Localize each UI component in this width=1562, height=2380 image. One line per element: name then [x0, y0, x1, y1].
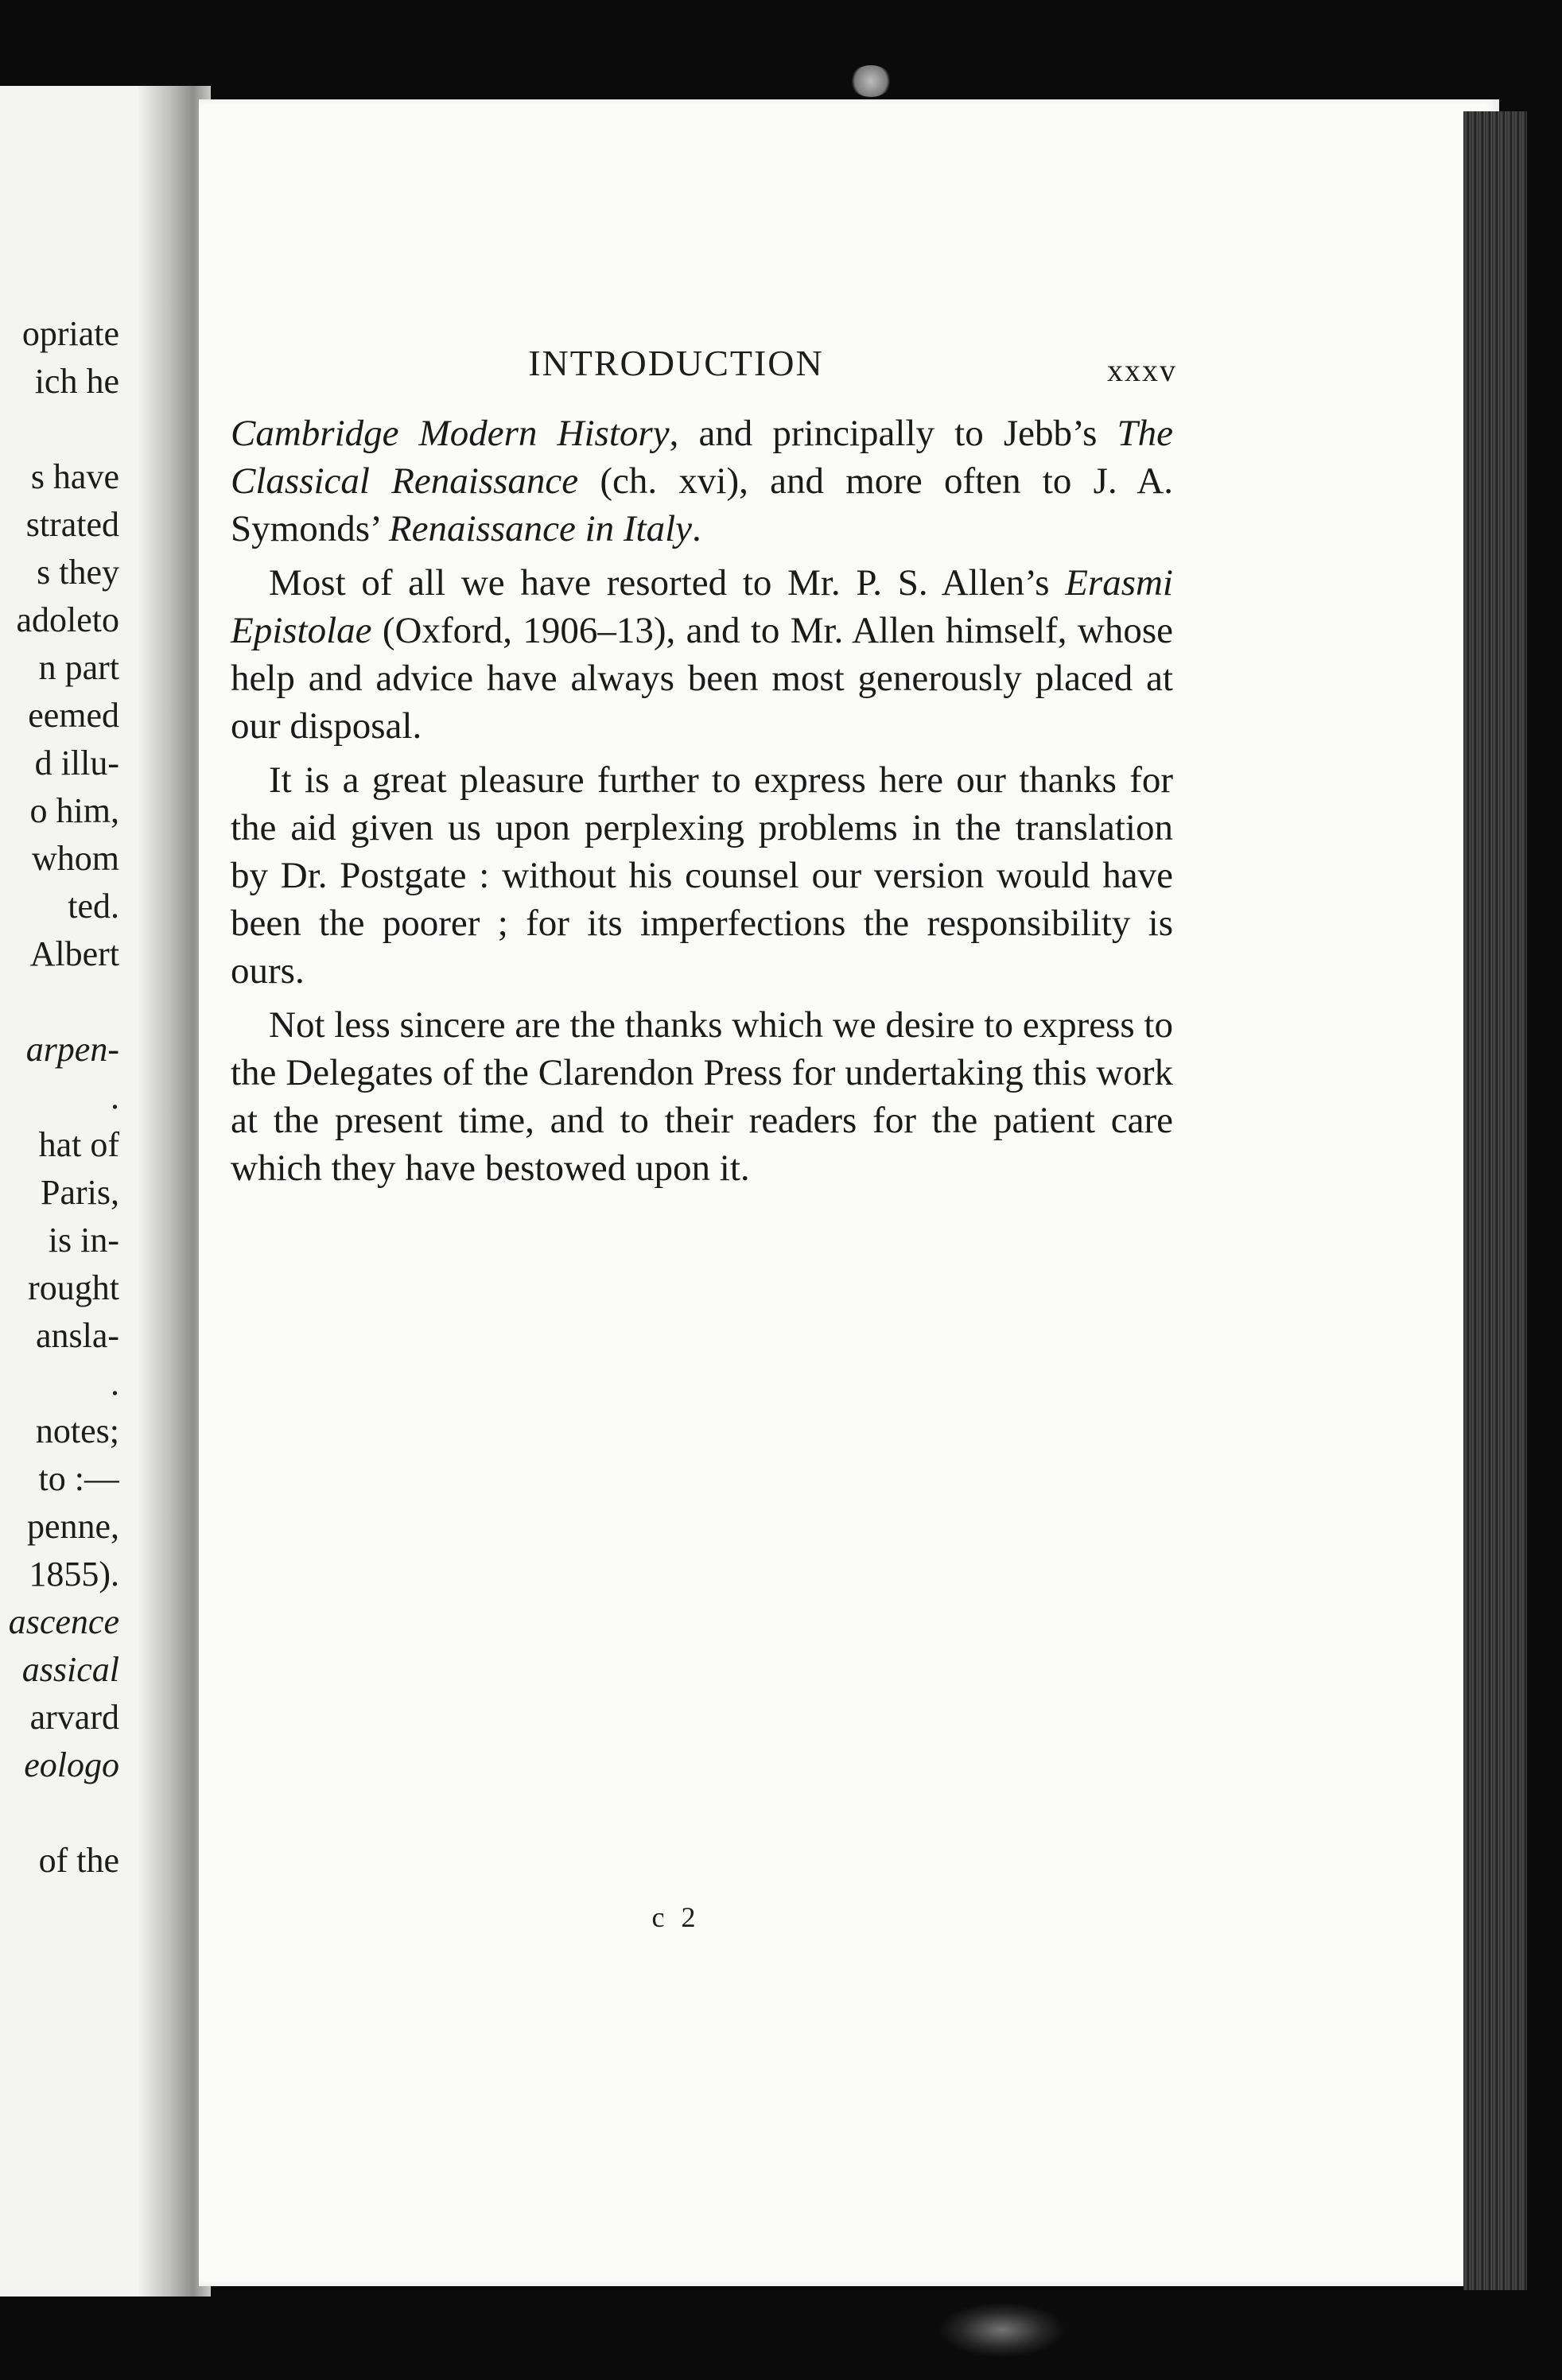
text-run: (Oxford, 1906–13), and to Mr. Allen himself, whose help and advice have always been most generously placed at our disposal.: [231, 610, 1173, 747]
page-number: xxxv: [1107, 352, 1177, 388]
left-page-line: ich he: [34, 362, 119, 401]
italic-title-run: Erasmi Epistolae: [231, 562, 1173, 651]
left-page-line: Albert: [29, 934, 119, 973]
left-page-line: whom: [32, 839, 119, 878]
left-page-line: arvard: [29, 1698, 119, 1737]
body-text: [231, 410, 1173, 1198]
left-page-line: to :—: [38, 1459, 119, 1498]
left-page-line: [0, 406, 119, 453]
left-page-line: ted.: [68, 887, 119, 926]
text-run: .: [692, 508, 701, 549]
paragraph: [231, 1001, 1173, 1192]
dust-speck-bottom: [938, 2302, 1066, 2358]
italic-title-run: Renaissance in Italy: [388, 508, 693, 549]
left-page-line: .: [111, 1364, 119, 1403]
right-page: [199, 99, 1499, 2286]
left-page-line: opriate: [21, 314, 119, 353]
left-page-line: eemed: [28, 696, 119, 735]
left-page-text-fragments: [0, 310, 119, 1885]
left-page-line: n part: [38, 648, 119, 687]
left-page-line: ascence: [8, 1602, 119, 1641]
italic-title-run: Cambridge Modern History: [231, 413, 670, 454]
text-run: (ch. xvi), and more often to J. A. Symonds’: [231, 460, 1173, 549]
left-page-line: Paris,: [41, 1173, 119, 1212]
page-edges-stack: [1463, 111, 1527, 2290]
left-page-line: .: [111, 1077, 119, 1116]
left-page-line: arpen-: [25, 1030, 119, 1069]
paragraph: [231, 559, 1173, 750]
left-page-line: d illu-: [34, 744, 119, 782]
left-page-line: strated: [25, 505, 119, 544]
left-page-line: s they: [37, 553, 119, 592]
running-header: [199, 342, 1499, 390]
text-run: , and principally to Jebb’s: [669, 413, 1117, 454]
paragraph: [231, 756, 1173, 995]
left-page-line: eologo: [24, 1745, 119, 1784]
left-page-line: notes;: [35, 1411, 119, 1450]
text-run: Most of all we have resorted to Mr. P. S. Allen’s: [269, 562, 1066, 604]
left-page-line: adoleto: [16, 600, 119, 639]
italic-title-run: The Classical Renaissance: [231, 413, 1173, 502]
left-page-line: o him,: [29, 791, 119, 830]
left-page-line: [0, 1789, 119, 1837]
text-run: Not less sincere are the thanks which we desire to express to the Delegates of the Clarendon Press for undertaking this work at the present time, and to their readers for the patient care which they have bestowed upon it.: [231, 1004, 1173, 1189]
text-run: It is a great pleasure further to express here our thanks for the aid given us upon perplexing problems in the translation by Dr. Postgate : without his counsel our version would have been the poorer ; for its imperfections the responsibility is ours.: [231, 759, 1173, 992]
signature-mark: c 2: [651, 1901, 701, 1933]
left-page-line: is in-: [48, 1221, 119, 1260]
dust-speck: [849, 65, 892, 97]
left-page-line: 1855).: [29, 1555, 119, 1594]
running-title: INTRODUCTION: [528, 343, 824, 383]
left-page-line: ansla-: [35, 1316, 119, 1355]
left-page-line: hat of: [38, 1125, 119, 1164]
left-page-line: of the: [38, 1841, 119, 1880]
left-page-line: [0, 978, 119, 1026]
paragraph: [231, 410, 1173, 553]
left-page-line: s have: [30, 457, 119, 496]
left-page-line: rought: [28, 1268, 119, 1307]
left-page-line: assical: [21, 1650, 119, 1689]
left-page-line: penne,: [26, 1507, 119, 1546]
